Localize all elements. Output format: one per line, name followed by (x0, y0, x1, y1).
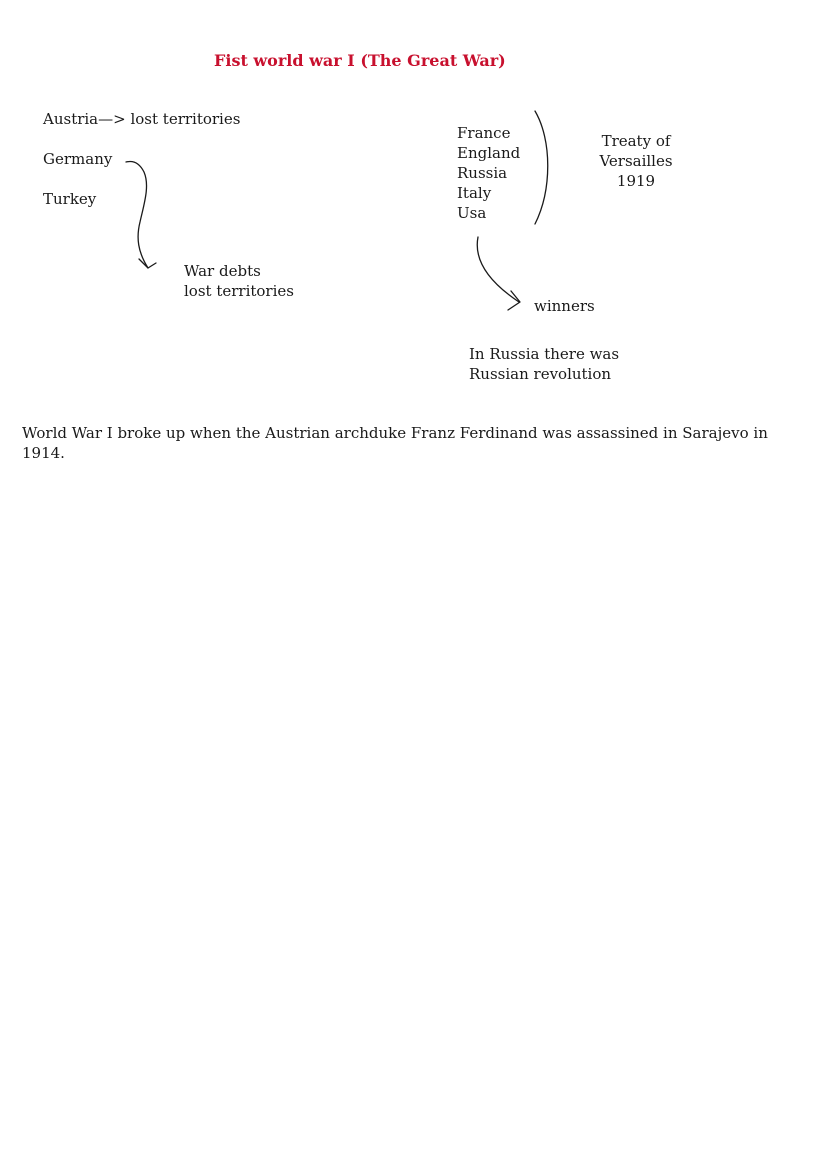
treaty-year: 1919 (616, 172, 656, 190)
losers-curved-arrow (126, 161, 148, 268)
treaty-line-1: Treaty of (601, 132, 671, 150)
germany-label: Germany (43, 150, 113, 168)
winners-curved-arrow (477, 237, 519, 302)
loser-consequences (184, 261, 294, 301)
winner-countries-list (457, 123, 520, 223)
russia-note-line-1: In Russia there was (469, 345, 620, 363)
treaty-label (586, 131, 686, 191)
winners-label: winners (534, 297, 595, 315)
russia-note-line-2: Russian revolution (469, 365, 612, 383)
country-usa: Usa (457, 204, 487, 222)
consequence-war-debts: War debts (184, 262, 261, 280)
country-france: France (457, 124, 511, 142)
page-title: Fist world war I (The Great War) (214, 51, 506, 70)
winners-arrow-head (508, 291, 520, 310)
consequence-lost-territories: lost territories (184, 282, 294, 300)
austria-label: Austria—> lost territories (43, 110, 241, 128)
winners-bracket (535, 111, 548, 224)
summary-paragraph: World War I broke up when the Austrian archduke Franz Ferdinand was assassined in Sarajevo in 1914. (22, 424, 768, 462)
treaty-line-2: Versailles (599, 152, 673, 170)
country-russia: Russia (457, 164, 508, 182)
country-england: England (457, 144, 521, 162)
country-italy: Italy (457, 184, 492, 202)
russia-note (469, 344, 619, 384)
losers-arrow-head (139, 259, 156, 268)
turkey-label: Turkey (43, 190, 97, 208)
